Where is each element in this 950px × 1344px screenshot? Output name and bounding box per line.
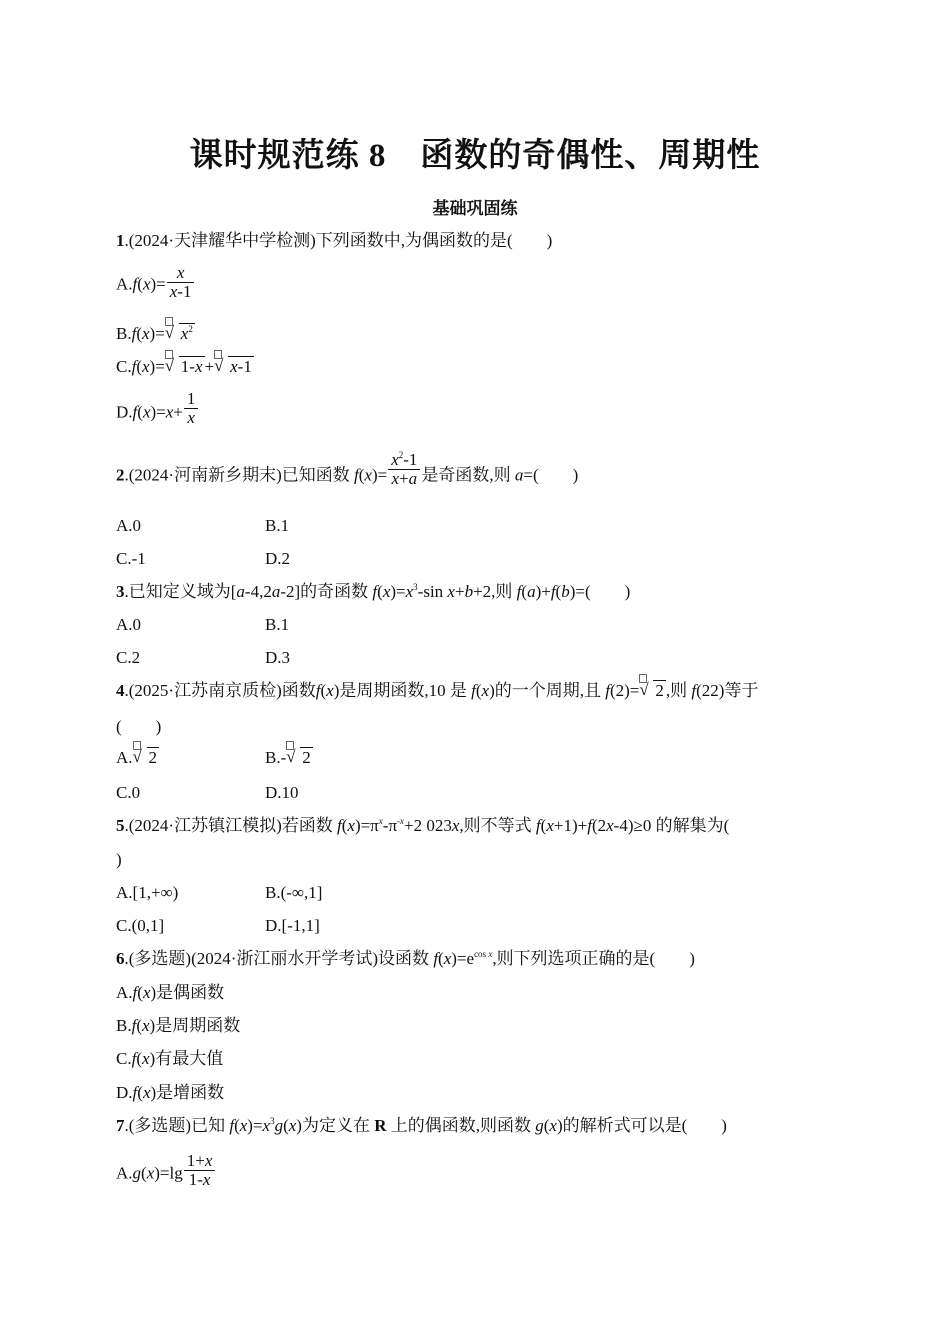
question-number: 3 (116, 582, 125, 601)
cube-root: √ 2 (639, 681, 666, 701)
question-number: 4 (116, 681, 125, 700)
stem-part: 等于 (724, 681, 759, 700)
stem-part: 的解析式可以是( ) (562, 1116, 727, 1135)
cube-root: √ 2 (286, 748, 313, 768)
section-heading: 基础巩固练 (432, 199, 518, 218)
option-text: 有最大值 (155, 1049, 224, 1068)
real-numbers-symbol: R (374, 1116, 387, 1135)
option-label: D. (116, 402, 133, 422)
option-3b[interactable]: B.1 (265, 615, 290, 634)
option-1b[interactable]: B.f(x)= √ $x^2$ (116, 324, 195, 344)
option-1d[interactable]: D.f(x)=x+ $\frac{1}{x}$ (116, 400, 199, 427)
fraction: $\frac{1}{x}$ (184, 390, 199, 427)
option-label: B.- (265, 748, 287, 767)
stem-part: 的一个周期,且 (494, 681, 601, 700)
option-2d[interactable]: D.2 (265, 549, 291, 568)
option-1c[interactable]: C.f(x)= √ 1-x + √ x-1 (116, 357, 254, 377)
question-stem: .(多选题)(2024·浙江丽水开学考试)设函数 (124, 949, 430, 968)
option-3a[interactable]: A.0 (116, 615, 142, 634)
option-label: A. (116, 274, 133, 294)
stem-part: ,则不等式 (459, 816, 532, 835)
question-5: 5.(2024·江苏镇江模拟)若函数 $f(x)=\pi^x-\pi^{-x}+2$ 023x,则不等式 f(x+1)+f(2x-4)≥0 的解集为( (116, 816, 730, 835)
cube-root: √ x-1 (214, 357, 254, 377)
stem-part: 上的偶函数,则函数 (390, 1116, 531, 1135)
page-title: 课时规范练 8 函数的奇偶性、周期性 (189, 138, 761, 174)
stem-part: 是周期函数,10 是 (339, 681, 467, 700)
fraction: $\frac{1+x}{1-x}$ (184, 1152, 216, 1189)
question-7: 7.(多选题)已知 $f(x)=x^3g(x)$为定义在 R 上的偶函数,则函数 g(x)的解析式可以是( ) (116, 1116, 727, 1135)
option-1a[interactable]: A.f(x)= $\frac{x}{x-1}$ (116, 270, 195, 301)
option-4a[interactable] (116, 748, 159, 768)
option-4d[interactable]: D.10 (265, 783, 299, 802)
question-stem: .(多选题)已知 (124, 1116, 226, 1135)
option-6a[interactable]: A.f(x)是偶函数 (116, 983, 225, 1002)
option-7a[interactable]: A.g(x)=lg $\frac{1+x}{1-x}$ (116, 1160, 216, 1189)
cube-root: √ 2 (133, 748, 160, 768)
stem-part: ≥0 的解集为( (633, 816, 730, 835)
fraction: $\frac{x}{x-1}$ (167, 264, 195, 301)
question-number: 1 (116, 231, 125, 250)
option-3d[interactable]: D.3 (265, 648, 291, 667)
option-6c[interactable]: C.f(x)有最大值 (116, 1049, 224, 1068)
option-text: 是周期函数 (155, 1016, 241, 1035)
option-label: C. (116, 357, 132, 376)
cube-root: √ 1-x (165, 357, 205, 377)
option-text: 是偶函数 (156, 983, 225, 1002)
question-6: 6.(多选题)(2024·浙江丽水开学考试)设函数 $f(x)=e^{cos x}$,则下列选项正确的是( ) (116, 949, 695, 968)
option-6b[interactable]: B.f(x)是周期函数 (116, 1016, 241, 1035)
option-4c[interactable]: C.0 (116, 783, 141, 802)
question-number: 2 (116, 465, 125, 485)
option-3c[interactable]: C.2 (116, 648, 141, 667)
option-2c[interactable]: C.-1 (116, 549, 146, 568)
option-5a[interactable]: A.[1,+∞) (116, 883, 179, 902)
option-text: 是增函数 (156, 1083, 225, 1102)
question-stem: .(2024·河南新乡期末)已知函数 (124, 465, 350, 485)
answer-paren: ( ) (116, 717, 162, 736)
option-2a[interactable]: A.0 (116, 516, 142, 535)
option-4b[interactable] (265, 748, 313, 768)
stem-part: ,则 (665, 681, 688, 700)
question-stem: .(2024·天津耀华中学检测)下列函数中,为偶函数的是( ) (124, 231, 553, 250)
question-number: 5 (116, 816, 125, 835)
question-2: 2.(2024·河南新乡期末)已知函数 f(x)= $\frac{x^2-1}{x+a}$ 是奇函数,则 a=( ) (116, 450, 579, 488)
question-stem-tail: 是奇函数,则 (421, 465, 511, 485)
question-number: 7 (116, 1116, 125, 1135)
option-5c[interactable]: C.(0,1] (116, 916, 165, 935)
answer-paren: =( ) (523, 465, 579, 485)
question-stem: .(2024·江苏镇江模拟)若函数 (124, 816, 333, 835)
answer-paren-close: ) (116, 850, 122, 869)
stem-part: ,则下列选项正确的是( ) (492, 949, 695, 968)
option-2b[interactable]: B.1 (265, 516, 290, 535)
option-5d[interactable]: D.[-1,1] (265, 916, 320, 935)
option-5b[interactable]: B.(-∞,1] (265, 883, 323, 902)
question-number: 6 (116, 949, 125, 968)
cube-root: √ $x^2$ (165, 324, 195, 344)
question-4: 4.(2025·江苏南京质检)函数f(x)是周期函数,10 是 f(x)的一个周期,且 f(2)= √ 2 ,则 f(22)等于 (116, 681, 758, 701)
option-label: A. (116, 1163, 133, 1183)
question-3: 3.已知定义域为[a-4,2a-2]的奇函数 $f(x)=x^3-\sin$ x+b+2,则 f(a)+f(b)=( ) (116, 582, 631, 601)
question-stem: .已知定义域为[ (124, 582, 237, 601)
question-stem: .(2025·江苏南京质检)函数 (124, 681, 316, 700)
option-label: A. (116, 748, 133, 767)
stem-part: 为定义在 (301, 1116, 370, 1135)
question-1 (116, 231, 552, 251)
option-label: B. (116, 324, 132, 343)
option-6d[interactable]: D.f(x)是增函数 (116, 1083, 225, 1102)
fraction: $\frac{x^2-1}{x+a}$ (388, 451, 420, 488)
